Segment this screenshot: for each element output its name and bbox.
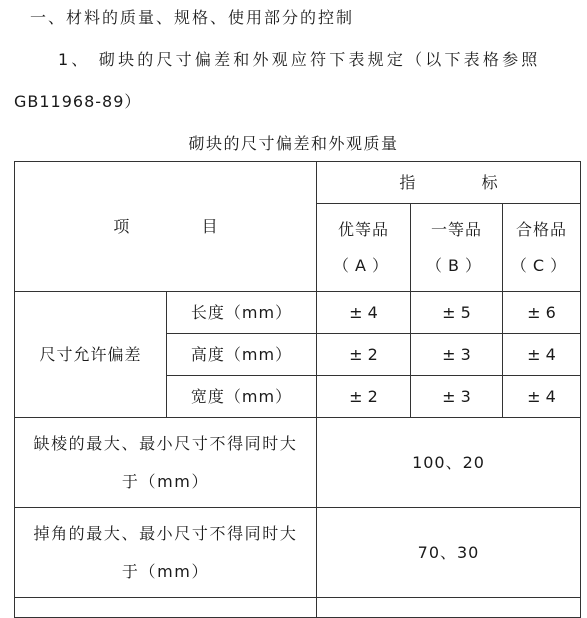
merged-row-label-line1: 掉角的最大、最小尺寸不得同时大 (33, 523, 298, 543)
merged-row-label-line2: 于（mm） (121, 471, 210, 491)
header-item-label-part1: 项 (113, 216, 130, 236)
merged-row-value: 100、20 (317, 418, 581, 508)
table-row-merged (15, 418, 581, 508)
spec-table (14, 161, 581, 618)
value-cell: ± 3 (411, 334, 503, 376)
header-indicator-cell (317, 162, 581, 204)
row-label: 宽度（mm） (167, 376, 317, 418)
group-label-cell: 尺寸允许偏差 (15, 292, 167, 418)
grade-code: （A） (333, 255, 394, 275)
table-row-merged (15, 508, 581, 598)
value-cell: ± 6 (503, 292, 581, 334)
value-cell: ± 2 (317, 334, 411, 376)
item1-text-line1: 1、 砌块的尺寸偏差和外观应符下表规定（以下表格参照 (58, 50, 541, 69)
grade-cell-a (317, 204, 411, 292)
table-row (15, 292, 581, 334)
grade-code: （B） (426, 255, 487, 275)
partial-cell (317, 598, 581, 618)
value-cell: ± 4 (317, 292, 411, 334)
merged-row-label (15, 508, 317, 598)
header-item-label-part2: 目 (201, 216, 218, 236)
grade-name: 合格品 (516, 219, 568, 239)
row-label: 高度（mm） (167, 334, 317, 376)
value-cell: ± 3 (411, 376, 503, 418)
merged-row-label-line1: 缺棱的最大、最小尺寸不得同时大 (33, 433, 298, 453)
row-label: 长度（mm） (167, 292, 317, 334)
header-indicator-label-part2: 标 (481, 172, 498, 192)
value-cell: ± 4 (503, 334, 581, 376)
value-cell: ± 4 (503, 376, 581, 418)
partial-cell (15, 598, 317, 618)
header-indicator-label-part1: 指 (399, 172, 416, 192)
table-caption: 砌块的尺寸偏差和外观质量 (188, 134, 399, 153)
grade-code: （C） (510, 255, 573, 275)
grade-cell-c (503, 204, 581, 292)
merged-row-label-line2: 于（mm） (121, 561, 210, 581)
merged-row-label (15, 418, 317, 508)
value-cell: ± 5 (411, 292, 503, 334)
value-cell: ± 2 (317, 376, 411, 418)
item1-text-line2: GB11968-89） (14, 92, 142, 111)
grade-name: 优等品 (337, 219, 389, 239)
header-item-cell (15, 162, 317, 292)
grade-cell-b (411, 204, 503, 292)
table-row-partial (15, 598, 581, 618)
grade-name: 一等品 (430, 219, 482, 239)
merged-row-value: 70、30 (317, 508, 581, 598)
table-header-row-1 (15, 162, 581, 204)
section-heading: 一、材料的质量、规格、使用部分的控制 (30, 8, 355, 27)
